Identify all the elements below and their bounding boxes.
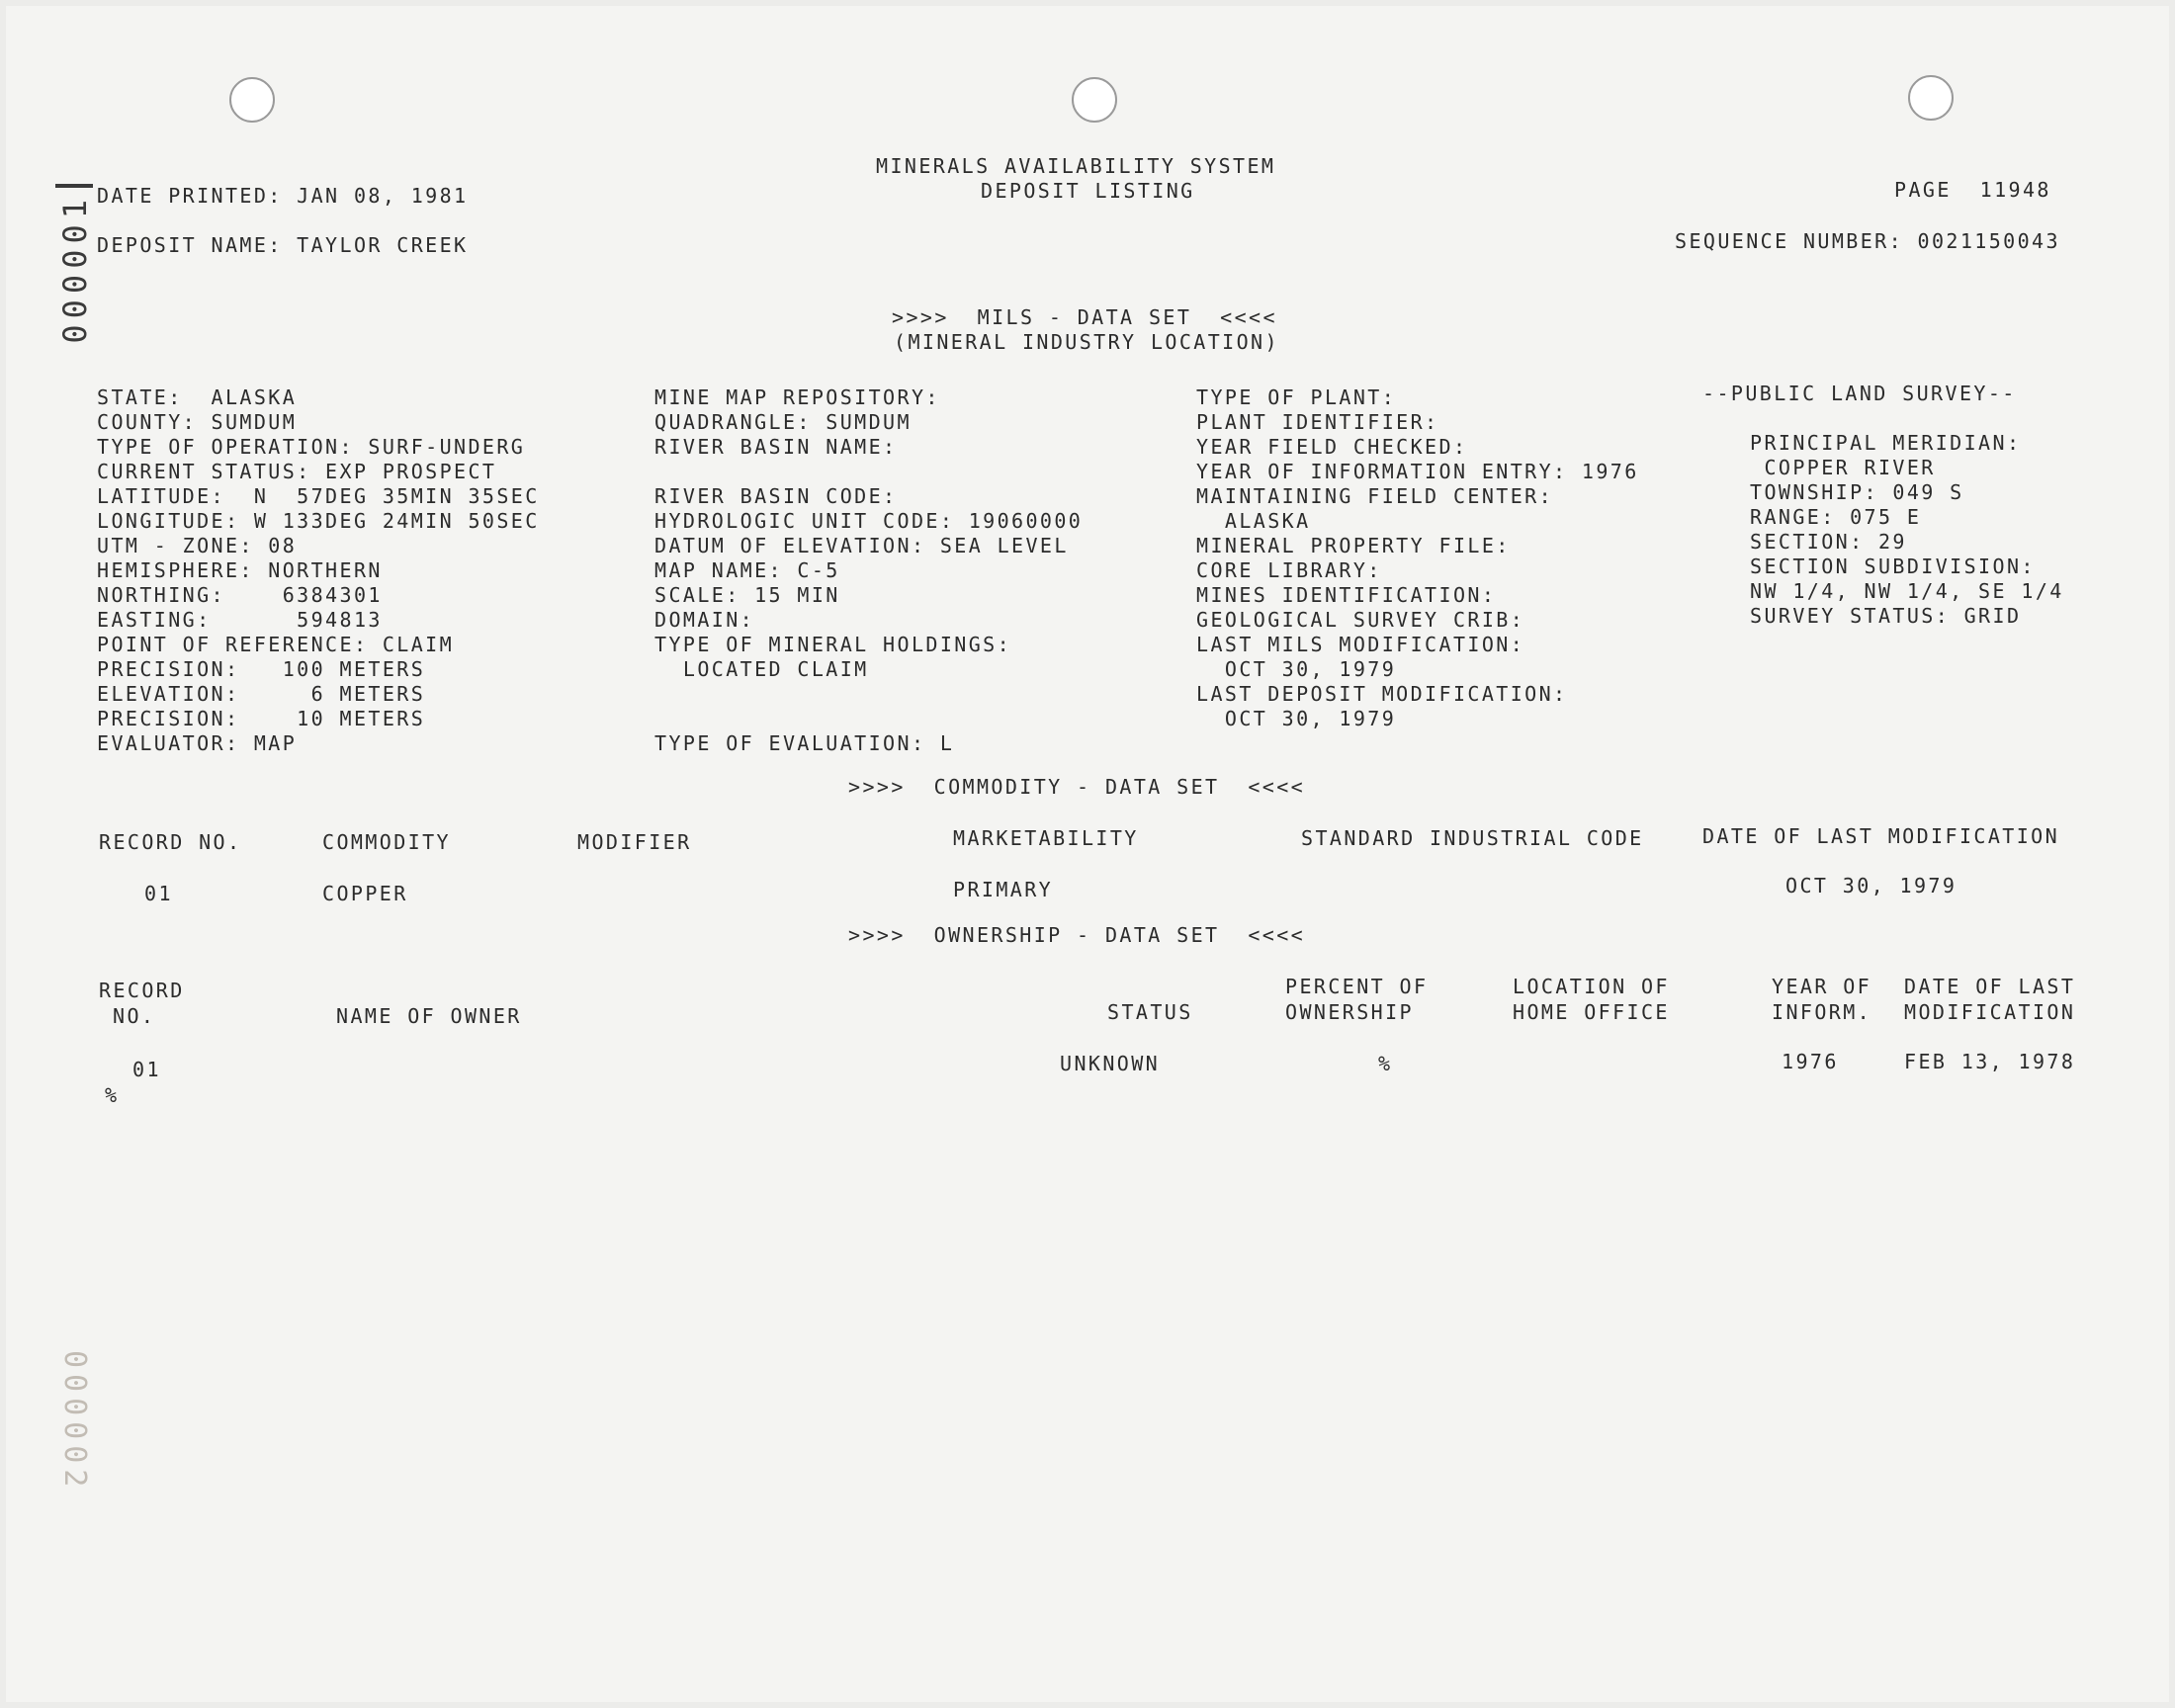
col-header-commodity: COMMODITY [322,830,451,854]
mils-field: ALASKA [1196,509,1311,533]
mils-field: MINES IDENTIFICATION: [1196,583,1497,607]
survey-field: SURVEY STATUS: GRID [1750,604,2022,628]
cell-marketability: PRIMARY [953,878,1054,901]
col-header-date: DATE OF LAST [1904,975,2076,998]
mils-field: COUNTY: SUMDUM [97,410,298,434]
cell-record-no: 01 [132,1058,161,1081]
col-header-record-no: RECORD NO. [99,830,242,854]
col-header-percent: PERCENT OF [1285,975,1429,998]
col-header-marketability: MARKETABILITY [953,826,1139,850]
mils-field: YEAR OF INFORMATION ENTRY: 1976 [1196,460,1639,483]
col-header-owner-name: NAME OF OWNER [336,1004,522,1028]
col-header-status: STATUS [1107,1000,1193,1024]
col-header-last-mod: DATE OF LAST MODIFICATION [1702,824,2060,848]
col-header-year: YEAR OF [1772,975,1872,998]
mils-field: RIVER BASIN CODE: [654,484,898,508]
mils-field: MINE MAP REPOSITORY: [654,385,940,409]
cell-last-mod: FEB 13, 1978 [1904,1050,2076,1073]
mils-field: TYPE OF EVALUATION: L [654,731,955,755]
punch-hole-right [1908,75,1954,121]
survey-field: NW 1/4, NW 1/4, SE 1/4 [1750,579,2064,603]
mils-field: MAP NAME: C-5 [654,558,840,582]
mils-subheading: (MINERAL INDUSTRY LOCATION) [894,330,1279,354]
margin-tick [55,184,93,188]
mils-field: OCT 30, 1979 [1196,707,1397,730]
survey-field: PRINCIPAL MERIDIAN: [1750,431,2022,455]
document-page [6,6,2169,1702]
mils-field: CURRENT STATUS: EXP PROSPECT [97,460,497,483]
survey-field: SECTION SUBDIVISION: [1750,555,2036,578]
mils-heading: >>>> MILS - DATA SET <<<< [892,305,1277,329]
commodity-heading: >>>> COMMODITY - DATA SET <<<< [848,775,1306,799]
mils-field: LOCATED CLAIM [654,657,869,681]
mils-field: MAINTAINING FIELD CENTER: [1196,484,1554,508]
mils-field: LONGITUDE: W 133DEG 24MIN 50SEC [97,509,540,533]
mils-field: HYDROLOGIC UNIT CODE: 19060000 [654,509,1084,533]
public-land-survey-heading: --PUBLIC LAND SURVEY-- [1702,382,2017,405]
mils-field: ELEVATION: 6 METERS [97,682,426,706]
col-header-date-2: MODIFICATION [1904,1000,2076,1024]
mils-field: PRECISION: 10 METERS [97,707,426,730]
survey-field: COPPER RIVER [1750,456,1936,479]
mils-field: NORTHING: 6384301 [97,583,383,607]
col-header-sic: STANDARD INDUSTRIAL CODE [1301,826,1644,850]
report-subtitle: DEPOSIT LISTING [981,179,1195,203]
col-header-modifier: MODIFIER [577,830,692,854]
col-header-location-2: HOME OFFICE [1513,1000,1670,1024]
mils-field: PRECISION: 100 METERS [97,657,426,681]
survey-field: RANGE: 075 E [1750,505,1922,529]
mils-field: CORE LIBRARY: [1196,558,1382,582]
report-title: MINERALS AVAILABILITY SYSTEM [876,154,1276,178]
col-header-record-no: NO. [113,1004,156,1028]
cell-last-mod: OCT 30, 1979 [1785,874,1958,897]
ownership-trailer: % [105,1083,120,1107]
mils-field: EVALUATOR: MAP [97,731,298,755]
cell-year: 1976 [1782,1050,1839,1073]
mils-field: LAST DEPOSIT MODIFICATION: [1196,682,1568,706]
punch-hole-center [1072,77,1117,123]
mils-field: YEAR FIELD CHECKED: [1196,435,1468,459]
sequence-number: SEQUENCE NUMBER: 0021150043 [1675,229,2060,253]
mils-field: PLANT IDENTIFIER: [1196,410,1439,434]
cell-percent: % [1378,1052,1393,1075]
deposit-name: DEPOSIT NAME: TAYLOR CREEK [97,233,469,257]
col-header-year-2: INFORM. [1772,1000,1872,1024]
mils-field: RIVER BASIN NAME: [654,435,898,459]
col-header-record: RECORD [99,979,185,1002]
mils-field: QUADRANGLE: SUMDUM [654,410,912,434]
mils-field: HEMISPHERE: NORTHERN [97,558,383,582]
cell-record-no: 01 [144,882,173,905]
page-number: PAGE 11948 [1894,178,2051,202]
col-header-percent-2: OWNERSHIP [1285,1000,1414,1024]
mils-field: EASTING: 594813 [97,608,383,632]
mils-field: TYPE OF MINERAL HOLDINGS: [654,633,1012,656]
mils-field: LATITUDE: N 57DEG 35MIN 35SEC [97,484,540,508]
mils-field: TYPE OF PLANT: [1196,385,1397,409]
ownership-heading: >>>> OWNERSHIP - DATA SET <<<< [848,923,1306,947]
side-mark-top: 000001 [56,194,94,344]
mils-field: LAST MILS MODIFICATION: [1196,633,1525,656]
mils-field: GEOLOGICAL SURVEY CRIB: [1196,608,1525,632]
mils-field: DOMAIN: [654,608,755,632]
mils-field: POINT OF REFERENCE: CLAIM [97,633,455,656]
survey-field: SECTION: 29 [1750,530,1907,554]
cell-commodity: COPPER [322,882,408,905]
mils-field: DATUM OF ELEVATION: SEA LEVEL [654,534,1069,557]
col-header-location: LOCATION OF [1513,975,1670,998]
date-printed: DATE PRINTED: JAN 08, 1981 [97,184,469,208]
mils-field: SCALE: 15 MIN [654,583,840,607]
mils-field: TYPE OF OPERATION: SURF-UNDERG [97,435,526,459]
mils-field: OCT 30, 1979 [1196,657,1397,681]
punch-hole-left [229,77,275,123]
mils-field: UTM - ZONE: 08 [97,534,298,557]
side-mark-bottom: 000002 [57,1350,92,1494]
mils-field: STATE: ALASKA [97,385,298,409]
survey-field: TOWNSHIP: 049 S [1750,480,1964,504]
cell-status: UNKNOWN [1060,1052,1161,1075]
mils-field: MINERAL PROPERTY FILE: [1196,534,1511,557]
